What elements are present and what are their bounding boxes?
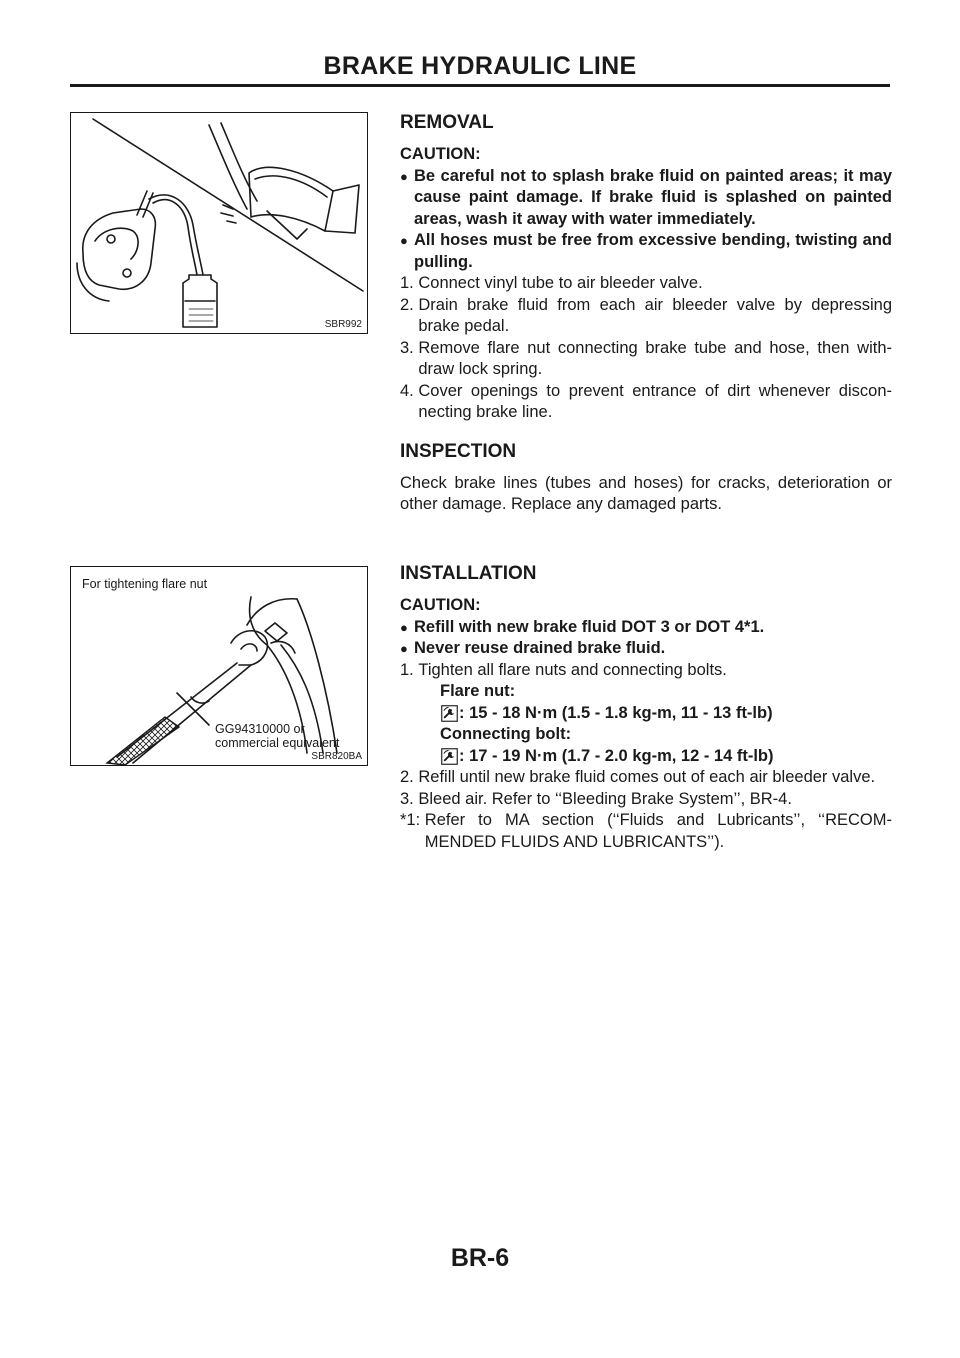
bullet-dot-icon: ●	[400, 233, 408, 248]
caliper-draining-illustration	[71, 113, 367, 333]
torque-wrench-icon	[441, 748, 458, 765]
page-number: BR-6	[450, 1244, 510, 1272]
removal-step: 3. Remove flare nut connecting brake tube and hose, then with- draw lock spring.	[400, 338, 892, 378]
installation-step: 1. Tighten all flare nuts and connecting bolts.	[400, 660, 727, 679]
installation-step: 3. Bleed air. Refer to ‘‘Bleeding Brake System’’, BR-4.	[400, 789, 792, 808]
bullet-dot-icon: ●	[400, 641, 408, 656]
inspection-text: Check brake lines (tubes and hoses) for cracks, deterioration or other damage. Replace any damaged parts.	[400, 473, 892, 513]
installation-caution-item: ● Never reuse drained brake fluid.	[400, 638, 892, 660]
flare-nut-torque: : 15 - 18 N·m (1.5 - 1.8 kg-m, 11 - 13 ft-lb)	[441, 703, 892, 725]
bullet-dot-icon: ●	[400, 168, 408, 184]
removal-heading: REMOVAL	[400, 112, 494, 133]
bullet-dot-icon: ●	[400, 619, 408, 635]
torque-wrench-icon	[441, 705, 458, 722]
connecting-bolt-torque: : 17 - 19 N·m (1.7 - 2.0 kg-m, 12 - 14 ft-lb)	[441, 746, 892, 768]
removal-figure	[70, 112, 368, 334]
installation-caution-item: ● Refill with new brake fluid DOT 3 or DOT 4*1.	[400, 617, 892, 639]
installation-caution-label: CAUTION:	[400, 596, 481, 614]
installation-figure	[70, 566, 368, 766]
removal-step: 1. Connect vinyl tube to air bleeder valve.	[400, 274, 703, 292]
installation-footnote: *1: Refer to MA section (‘‘Fluids and Lubricants’’, ‘‘RECOM- MENDED FLUIDS AND LUBRICANTS’’).	[400, 811, 892, 851]
removal-caution-item: ● Be careful not to splash brake fluid on painted areas; it may cause paint damage. If brake fluid is splashed on painted areas, wash it away with water immediately.	[400, 166, 892, 231]
figure-caption: For tightening flare nut	[82, 577, 208, 591]
removal-caution-item: ● All hoses must be free from excessive bending, twisting and pulling.	[400, 230, 892, 273]
header-rule	[70, 84, 890, 87]
removal-step: 4. Cover openings to prevent entrance of dirt whenever discon- necting brake line.	[400, 381, 892, 421]
figure-code: SBR992	[324, 319, 362, 330]
installation-section	[400, 562, 892, 853]
installation-heading: INSTALLATION	[400, 563, 537, 584]
page-title: BRAKE HYDRAULIC LINE	[323, 52, 637, 80]
figure-code: SBR820BA	[311, 751, 362, 762]
inspection-heading: INSPECTION	[400, 440, 517, 462]
installation-step: 2. Refill until new brake fluid comes out of each air bleeder valve.	[400, 768, 876, 786]
flare-nut-label: Flare nut:	[440, 682, 516, 700]
connecting-bolt-label: Connecting bolt:	[440, 725, 572, 743]
removal-section	[400, 111, 892, 516]
section-gap	[400, 424, 892, 440]
figure-callout: GG94310000 or commercial equivalent	[215, 722, 340, 750]
removal-step: 2. Drain brake fluid from each air bleeder valve by depressing brake pedal.	[400, 295, 892, 335]
removal-caution-label: CAUTION:	[400, 145, 481, 163]
